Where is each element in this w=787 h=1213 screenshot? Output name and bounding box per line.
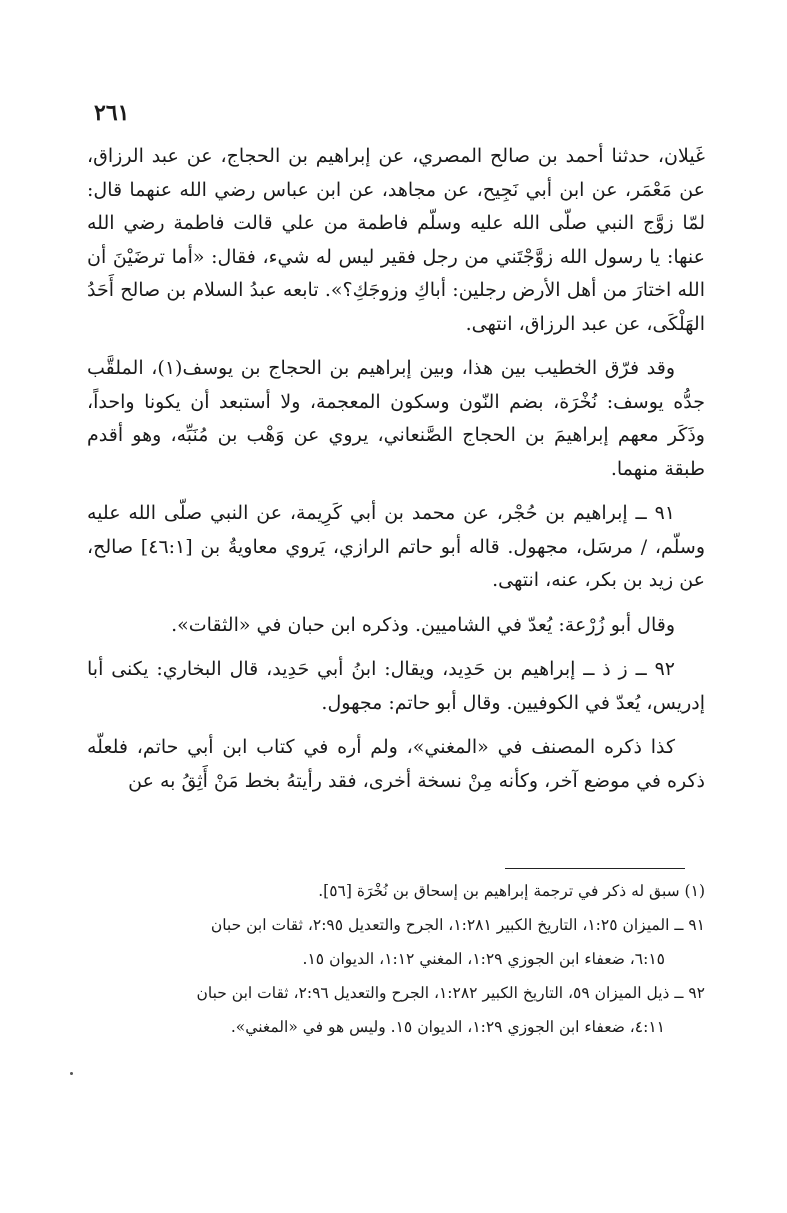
footnote-91-line-2: ٦:١٥، ضعفاء ابن الجوزي ١:٢٩، المغني ١:١٢، الديوان ١٥. [302,950,665,968]
entry-92: ٩٢ ــ ز ذ ــ إبراهيم بن حَدِيد، ويقال: ابنُ أبي حَدِيد، قال البخاري: يكنى أبا إدريس، يُعدّ في الكوفيين. وقال أبو حاتم: مجهول. [87,658,705,714]
entry-91: ٩١ ــ إبراهيم بن حُجْر، عن محمد بن أبي كَرِيمة، عن النبي صلّى الله عليه وسلّم، / مرسَل، مجهول. قاله أبو حاتم الرازي، يَروي معاويةُ بن [٤٦:١] صالح، عن زيد بن بكر، عنه، انتهى. [87,502,706,591]
footnotes [87,876,705,1046]
paragraph: وقد فرّق الخطيب بين هذا، وبين إبراهيم بن الحجاج بن يوسف(١)، الملقَّب جدُّه يوسف: نُخْرَة، بضم النّون وسكون المعجمة، ولا أستبعد أن يكونا واحداً، وذَكَر معهم إبراهيمَ بن الحجاج الصَّنعاني، يروي عن وَهْب بن مُنَبِّه، وهو أقدم طبقة منهما. [87,357,705,480]
main-text [87,140,705,809]
footnote-91-line-1: ٩١ ــ الميزان ١:٢٥، التاريخ الكبير ١:٢٨١، الجرح والتعديل ٢:٩٥، ثقات ابن حبان [210,916,705,934]
footnote-divider [505,868,685,869]
paragraph: غَيلان، حدثنا أحمد بن صالح المصري، عن إبراهيم بن الحجاج، عن عبد الرزاق، عن مَعْمَر، عن ابن أبي نَجِيح، عن مجاهد، عن ابن عباس رضي الله عنهما قال: لمّا زوَّج النبي صلّى الله عليه وسلّم فاطمة من علي قالت فاطمة رضي الله عنها: يا رسول الله زوَّجْتَني من رجل فقير ليس له شيء، فقال: «أما ترضَيْنَ أن الله اختارَ من أهل الأرض رجلين: أباكِ وزوجَكِ؟». تابعه عبدُ السلام بن صالح أَحَدُ الهَلْكَى، عن عبد الرزاق، انتهى. [87,145,705,335]
paragraph: كذا ذكره المصنف في «المغني»، ولم أره في كتاب ابن أبي حاتم، فلعلّه ذكره في موضع آخر، وكأنه مِنْ نسخة أخرى، فقد رأيتهُ بخط مَنْ أَثِقُ به عن [87,736,705,792]
footnote-1: (١) سبق له ذكر في ترجمة إبراهيم بن إسحاق بن نُخْرَة [٥٦]. [318,882,705,900]
paragraph: وقال أبو زُرْعة: يُعدّ في الشاميين. وذكره ابن حبان في «الثقات». [171,613,675,636]
footnote-92-line-1: ٩٢ ــ ذيل الميزان ٥٩، التاريخ الكبير ١:٢٨٢، الجرح والتعديل ٢:٩٦، ثقات ابن حبان [196,984,705,1002]
page-number: ٢٦١ [94,100,130,126]
footnote-92-line-2: ٤:١١، ضعفاء ابن الجوزي ١:٢٩، الديوان ١٥. وليس هو في «المغني». [230,1018,665,1036]
scan-speck [70,1072,73,1075]
